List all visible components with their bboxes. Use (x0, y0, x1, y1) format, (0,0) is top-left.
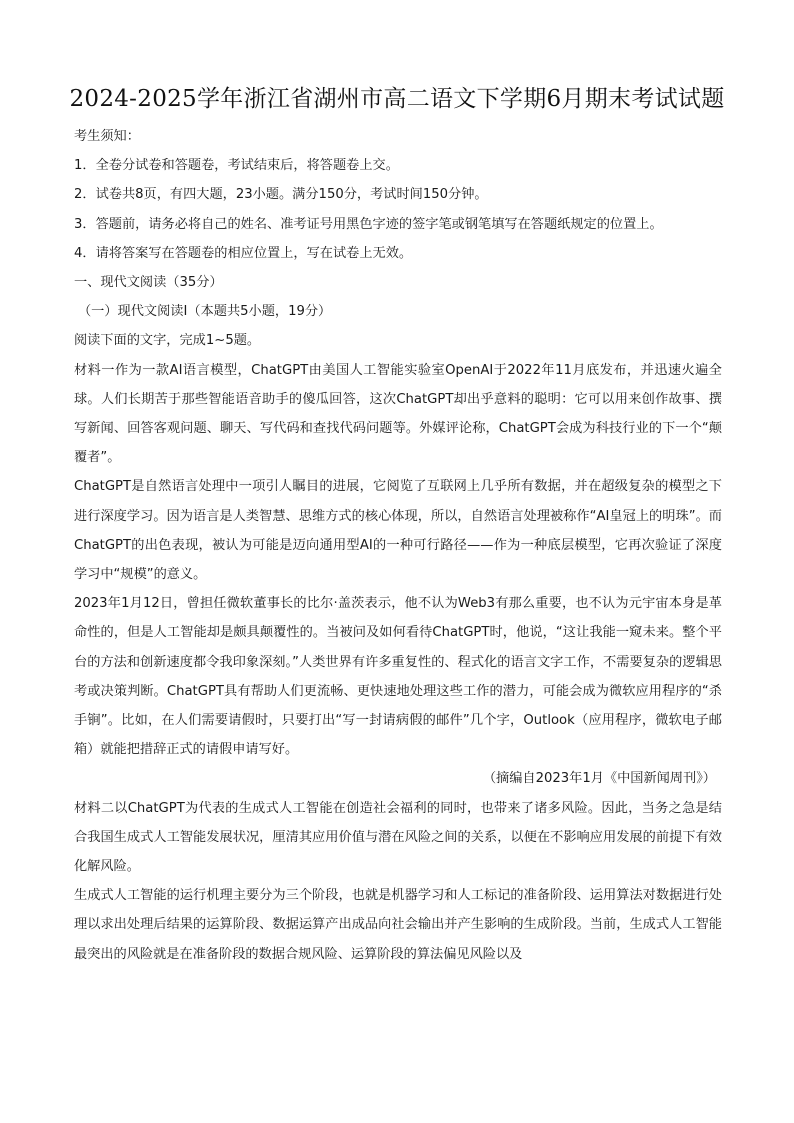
notice-item: 3．答题前，请务必将自己的姓名、准考证号用黑色字迹的签字笔或钢笔填写在答题纸规定的位置上。 (74, 216, 663, 232)
section-heading: 一、现代文阅读（35分） (74, 275, 223, 291)
material-paragraph: 材料二以ChatGPT为代表的生成式人工智能在创造社会福利的同时，也带来了诸多风险。因此，当务之急是结合我国生成式人工智能发展状况，厘清其应用价值与潜在风险之间的关系，以便在不影响应用发展的前提下有效化解风险。 (74, 800, 722, 875)
material-paragraph: 生成式人工智能的运行机理主要分为三个阶段，也就是机器学习和人工标记的准备阶段、运用算法对数据进行处理以求出处理后结果的运算阶段、数据运算产出成品向社会输出并产生影响的生成阶段。当前，生成式人工智能最突出的风险就是在准备阶段的数据合规风险、运算阶段的算法偏见风险以及 (74, 888, 722, 962)
material-paragraph: 材料一作为一款AI语言模型，ChatGPT由美国人工智能实验室OpenAI于2022年11月底发布，并迅速火遍全球。人们长期苦于那些智能语音助手的傻瓜回答，这次ChatGPT却出乎意料的聪明：它可以用来创作故事、撰写新闻、回答客观问题、聊天、写代码和查找代码问题等。外媒评论称，ChatGPT会成为科技行业的下一个“颠覆者”。 (74, 362, 722, 466)
document-body (74, 122, 722, 969)
subsection-heading: （一）现代文阅读Ⅰ（本题共5小题，19分） (78, 304, 332, 320)
material-paragraph: ChatGPT是自然语言处理中一项引人瞩目的进展，它阅览了互联网上几乎所有数据，并在超级复杂的模型之下进行深度学习。因为语言是人类智慧、思维方式的核心体现，所以，自然语言处理被称作“AI皇冠上的明珠”。而ChatGPT的出色表现，被认为可能是迈向通用型AI的一种可行路径——作为一种底层模型，它再次验证了深度学习中“规模”的意义。 (74, 479, 722, 583)
page-title: 2024-2025学年浙江省湖州市高二语文下学期6月期末考试试题 (69, 86, 725, 112)
notice-item: 1．全卷分试卷和答题卷，考试结束后，将答题卷上交。 (74, 158, 399, 174)
material-paragraph: 2023年1月12日，曾担任微软董事长的比尔·盖茨表示，他不认为Web3有那么重要，也不认为元宇宙本身是革命性的，但是人工智能却是颇具颠覆性的。当被问及如何看待ChatGPT时，他说，“这让我能一窥未来。整个平台的方法和创新速度都令我印象深刻。”人类世界有许多重复性的、程式化的语言文字工作，不需要复杂的逻辑思考或决策判断。ChatGPT具有帮助人们更流畅、更快速地处理这些工作的潜力，可能会成为微软应用程序的“杀手锏”。比如，在人们需要请假时，只要打出“写一封请病假的邮件”几个字，Outlook（应用程序，微软电子邮箱）就能把措辞正式的请假申请写好。 (74, 596, 722, 758)
notice-item: 4．请将答案写在答题卷的相应位置上，写在试卷上无效。 (74, 245, 413, 261)
source-citation: （摘编自2023年1月《中国新闻周刊》） (482, 771, 716, 787)
reading-instruction: 阅读下面的文字，完成1~5题。 (74, 333, 261, 349)
notice-item: 2．试卷共8页，有四大题，23小题。满分150分，考试时间150分钟。 (74, 187, 488, 203)
notice-heading: 考生须知： (74, 129, 140, 144)
